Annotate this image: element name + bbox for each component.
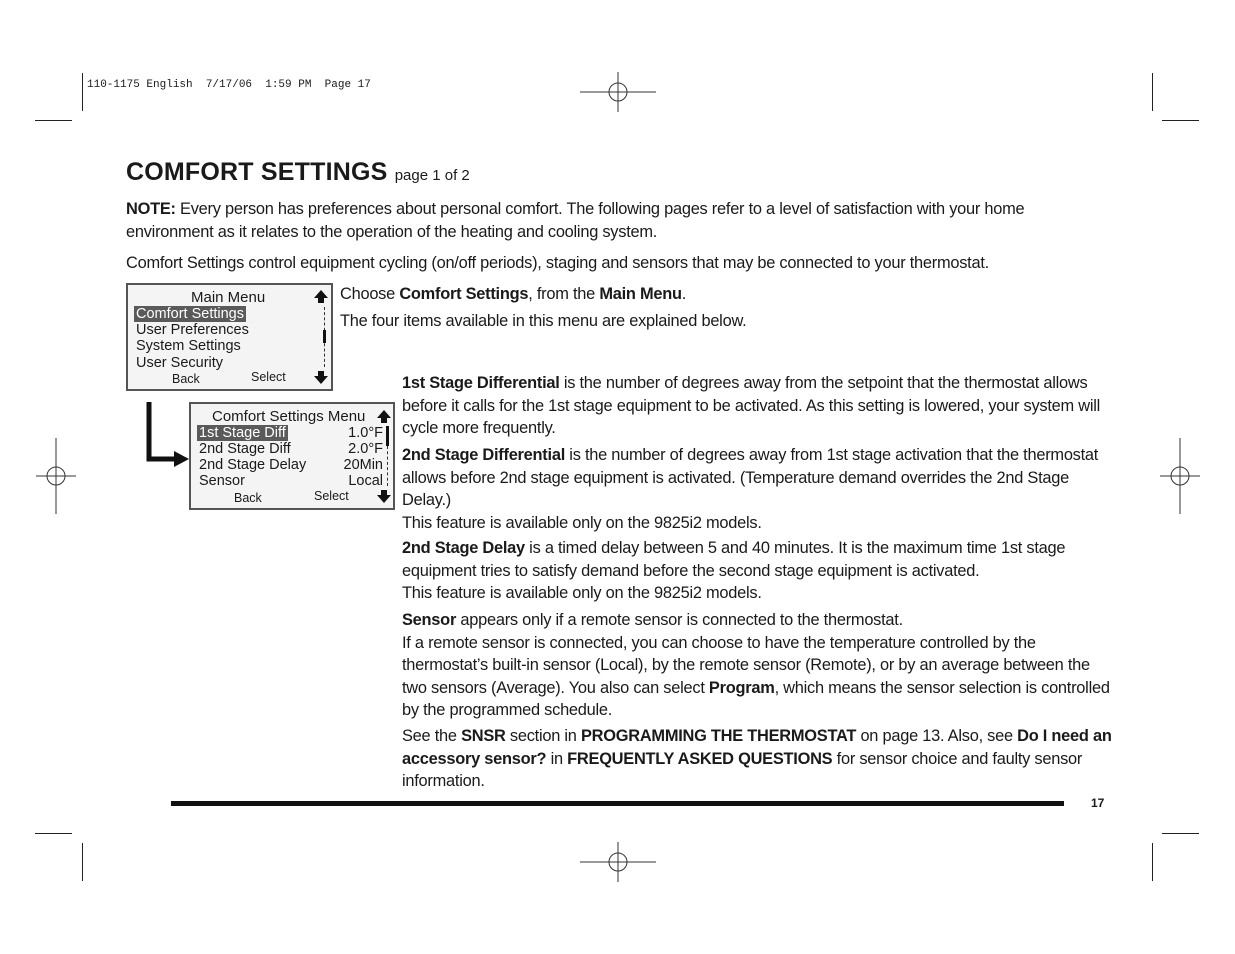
connector-arrow-icon <box>140 400 192 473</box>
menu-items-intro: The four items available in this menu are explained below. <box>340 312 747 330</box>
note-label: NOTE: <box>126 200 176 218</box>
see-also-text-2: section in <box>505 727 581 745</box>
scrollbar-track[interactable] <box>387 446 388 486</box>
comfort-menu-value-2nd-stage-delay: 20Min <box>343 457 383 473</box>
see-also-accessory-sensor: Do I need an accessory sensor? <box>402 727 1112 768</box>
note-text: Every person has preferences about personal comfort. The following pages refer to a level of satisfaction with your home environment as it relates to the operation of the heating and cooling system. <box>126 200 1025 241</box>
footer-rule <box>171 801 1064 806</box>
main-menu-select-button[interactable]: Select <box>251 370 286 384</box>
sensor-text: appears only if a remote sensor is connected to the thermostat. <box>456 611 903 629</box>
second-delay-text: is a timed delay between 5 and 40 minutes. It is the maximum time 1st stage equipment tries to satisfy demand before the second stage equipment is activated. <box>402 539 1066 580</box>
page-title <box>126 158 470 187</box>
see-also-text-4: in <box>546 749 568 768</box>
second-stage-delay-description <box>402 537 1102 605</box>
see-also-programming-section: PROGRAMMING THE THERMOSTAT <box>580 727 857 745</box>
summary-paragraph: Comfort Settings control equipment cycling (on/off periods), staging and sensors that may be connected to your thermostat. <box>126 254 989 272</box>
sensor-detail-1: If a remote sensor is connected, you can choose to have the temperature controlled by the thermostat’s built-in sensor (Local), by the remote sensor (Remote), or by an average between the two sensors (Average). You also can select <box>402 633 1090 697</box>
choose-term-comfort-settings: Comfort Settings <box>399 285 529 303</box>
second-stage-text: is the number of degrees away from 1st stage activation that the thermostat allows before 2nd stage equipment is activated. (Temperature demand overrides the 2nd Stage Delay.) <box>402 446 1099 509</box>
first-stage-differential-description <box>402 372 1102 440</box>
arrow-up-icon[interactable] <box>314 290 328 308</box>
print-slug: 110-1175 English 7/17/06 1:59 PM Page 17 <box>87 79 371 91</box>
comfort-menu-row-label-2nd-stage-diff[interactable]: 2nd Stage Diff <box>199 441 291 457</box>
sensor-program-term: Program <box>708 678 775 697</box>
see-also-text-5: for sensor choice and faulty sensor information. <box>402 749 1083 790</box>
choose-text-2: , from the <box>528 285 600 303</box>
choose-instruction <box>340 283 940 306</box>
sensor-detail-2: , which means the sensor selection is controlled by the programmed schedule. <box>402 678 1110 719</box>
comfort-menu-row-label-1st-stage-diff[interactable]: 1st Stage Diff <box>199 425 286 441</box>
title-text: COMFORT SETTINGS <box>126 158 388 186</box>
second-stage-availability: This feature is available only on the 9825i2 models. <box>402 513 762 532</box>
first-stage-term: 1st Stage Differential <box>402 374 560 392</box>
comfort-settings-menu-screen <box>189 402 395 510</box>
main-menu-item-user-preferences[interactable]: User Preferences <box>136 322 249 338</box>
main-menu-item-system-settings[interactable]: System Settings <box>136 338 241 354</box>
see-also-faq-section: FREQUENTLY ASKED QUESTIONS <box>567 749 833 768</box>
note-paragraph <box>126 198 1101 243</box>
see-also-text-1: See the <box>402 727 462 745</box>
see-also-text-3: on page 13. Also, see <box>856 727 1018 745</box>
first-stage-text: is the number of degrees away from the setpoint that the thermostat allows before it calls for the 1st stage equipment to be activated. As this setting is lowered, your system will cycle more frequently. <box>402 374 1101 437</box>
main-menu-screen <box>126 283 333 391</box>
registration-mark-bottom <box>580 842 656 882</box>
arrow-down-icon[interactable] <box>377 490 391 508</box>
main-menu-item-user-security[interactable]: User Security <box>136 355 224 371</box>
comfort-menu-back-button[interactable]: Back <box>234 491 262 505</box>
comfort-menu-value-1st-stage-diff: 1.0°F <box>348 425 383 441</box>
choose-text-3: . <box>681 285 687 303</box>
comfort-menu-value-2nd-stage-diff: 2.0°F <box>348 441 383 457</box>
second-stage-term: 2nd Stage Differential <box>402 446 565 464</box>
registration-mark-left <box>36 438 76 514</box>
scrollbar-thumb[interactable] <box>386 426 389 446</box>
comfort-menu-row-label-sensor[interactable]: Sensor <box>199 473 245 489</box>
main-menu-title: Main Menu <box>191 289 266 306</box>
comfort-menu-row-label-2nd-stage-delay[interactable]: 2nd Stage Delay <box>199 457 307 473</box>
see-also-paragraph <box>402 725 1114 793</box>
comfort-menu-select-button[interactable]: Select <box>314 489 349 503</box>
page-number: 17 <box>1091 796 1105 810</box>
title-page-indicator: page 1 of 2 <box>394 167 470 184</box>
registration-mark-top <box>580 72 656 112</box>
comfort-menu-title: Comfort Settings Menu <box>212 408 366 425</box>
second-delay-term: 2nd Stage Delay <box>402 539 525 557</box>
sensor-description <box>402 609 1114 722</box>
main-menu-back-button[interactable]: Back <box>172 372 200 386</box>
arrow-down-icon[interactable] <box>314 371 328 389</box>
main-menu-item-comfort-settings[interactable]: Comfort Settings <box>136 306 244 322</box>
choose-text-1: Choose <box>340 285 400 303</box>
comfort-menu-value-sensor: Local <box>348 473 383 489</box>
second-delay-availability: This feature is available only on the 9825i2 models. <box>402 584 762 602</box>
see-also-snsr: SNSR <box>461 727 506 745</box>
choose-term-main-menu: Main Menu <box>599 285 682 303</box>
scrollbar-thumb[interactable] <box>323 330 326 343</box>
second-stage-differential-description <box>402 444 1102 534</box>
registration-mark-right <box>1160 438 1200 514</box>
sensor-term: Sensor <box>402 611 457 629</box>
